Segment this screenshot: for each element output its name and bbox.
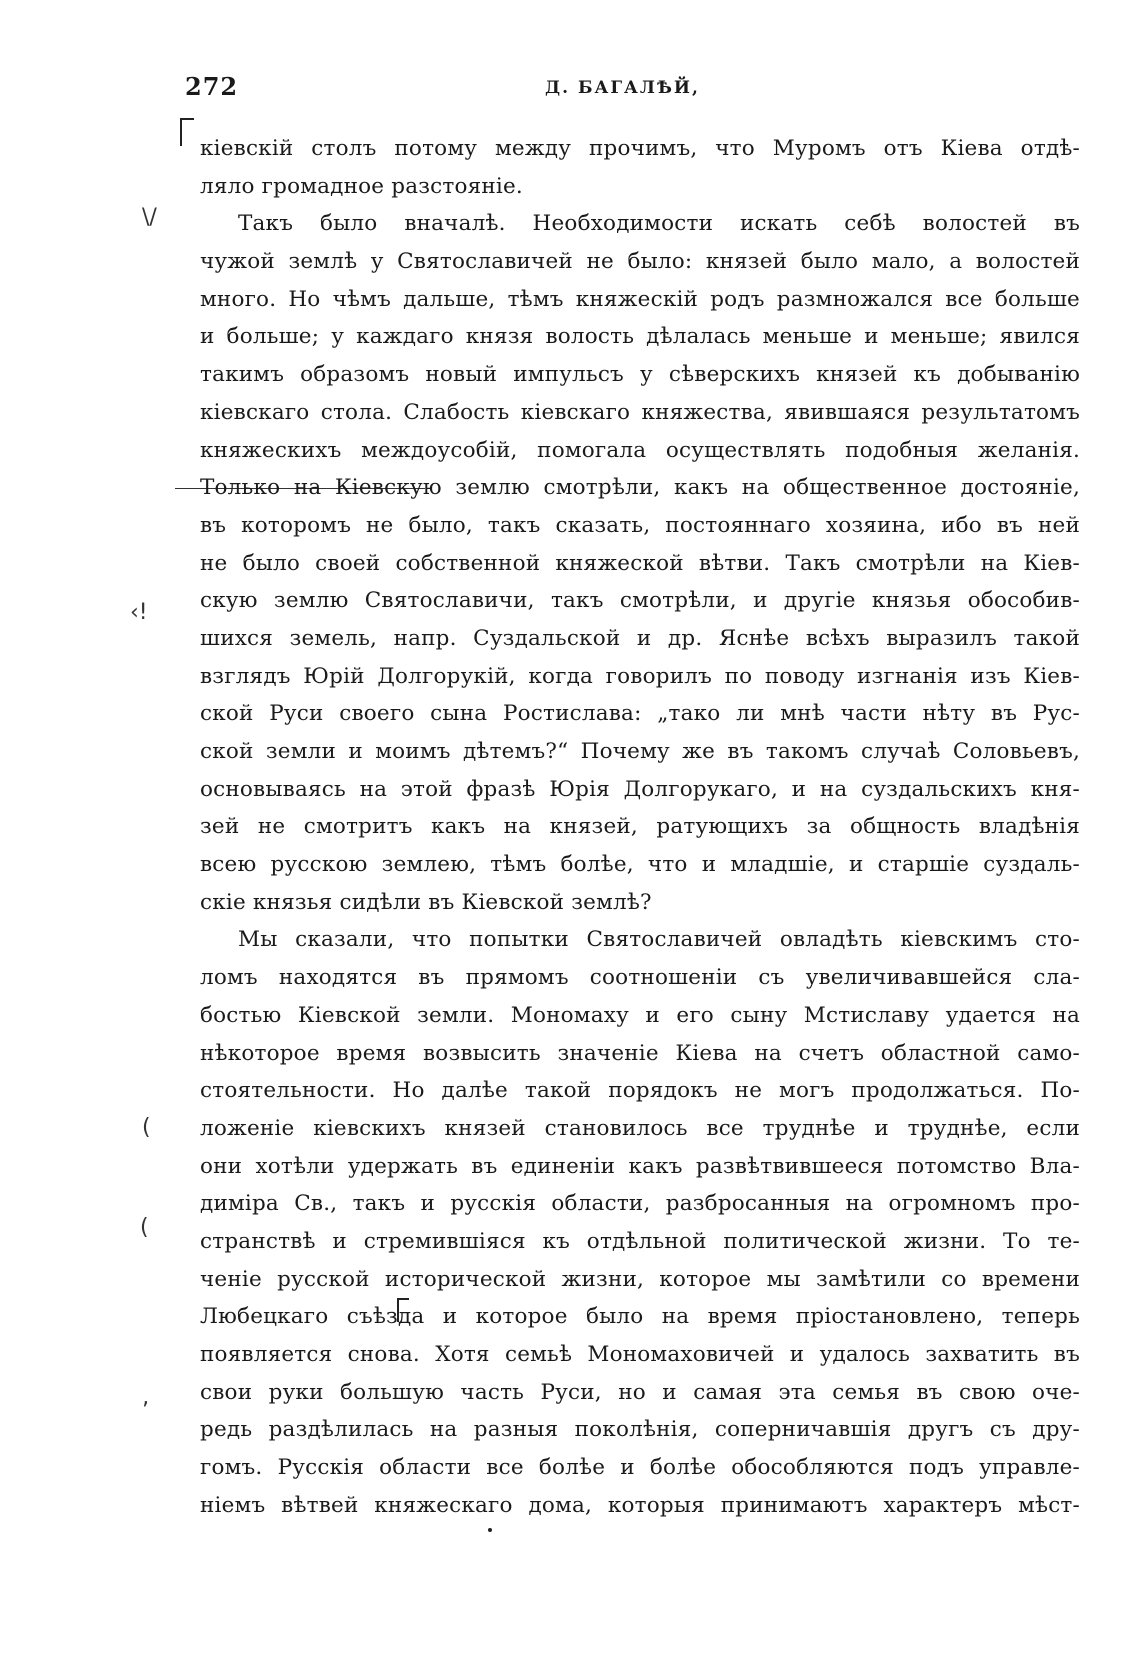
body-text (200, 130, 1080, 1524)
text-line: ляло громадное разстояніе. (200, 173, 523, 199)
text-line: чужой землѣ у Святославичей не было: князей было мало, а волостей (200, 249, 1080, 275)
margin-arrow-mark: ‹! (130, 600, 148, 625)
text-line: гомъ. Русскія области все болѣе и болѣе обособляются подъ управле- (200, 1455, 1080, 1481)
page-header (185, 72, 1085, 112)
text-line: Такъ было вначалѣ. Необходимости искать себѣ волостей въ (238, 211, 1080, 237)
text-line: Мы сказали, что попытки Святославичей овладѣть кіевскимъ сто- (238, 927, 1080, 953)
page-dot (488, 1528, 492, 1532)
text-line: скіе князья сидѣли въ Кіевской землѣ? (200, 889, 652, 915)
text-line: Любецкаго съѣзда и которое было на время пріостановлено, теперь (200, 1304, 1080, 1330)
text-line: взглядъ Юрій Долгорукій, когда говорилъ по поводу изгнанія изъ Кіев- (200, 663, 1080, 689)
margin-bracket-top (180, 118, 194, 146)
text-line: появляется снова. Хотя семьѣ Мономаховичей и удалось захватить въ (200, 1342, 1080, 1367)
margin-paren-mark-a: ( (142, 1115, 151, 1140)
text-line: такимъ образомъ новый импульсъ у сѣверскихъ князей къ добыванію (200, 362, 1080, 388)
text-line: княжескихъ междоусобій, помогала осуществлять подобныя желанія. (200, 437, 1080, 463)
text-line: не было своей собственной княжеской вѣтви. Такъ смотрѣли на Кіев- (200, 550, 1080, 576)
text-line: ложеніе кіевскихъ князей становилось все труднѣе и труднѣе, если (200, 1115, 1080, 1141)
text-line: скую землю Святославичи, такъ смотрѣли, и другіе князья обособив- (200, 588, 1080, 614)
running-head: Д. БАГАЛѢЙ, (545, 78, 700, 98)
text-line: всею русскою землею, тѣмъ болѣе, что и младшіе, и старшіе суздаль- (200, 852, 1080, 878)
text-line: ломъ находятся въ прямомъ соотношеніи съ увеличивавшейся сла- (200, 965, 1080, 991)
text-line: ской земли и моимъ дѣтемъ?“ Почему же въ такомъ случаѣ Соловьевъ, (200, 739, 1080, 764)
page-number: 272 (185, 72, 239, 101)
text-line: свои руки большую часть Руси, но и самая эта семья въ свою оче- (200, 1379, 1080, 1405)
text-line: Только на Кіевскую землю смотрѣли, какъ на общественное достояніе, (200, 475, 1080, 501)
text-line: и больше; у каждаго князя волость дѣлалась меньше и меньше; явился (200, 324, 1080, 350)
margin-paren-mark-b: ( (140, 1215, 149, 1240)
text-line: странствѣ и стремившіяся къ отдѣльной политической жизни. То те- (200, 1228, 1080, 1254)
text-line: бостью Кіевской земли. Мономаху и его сыну Мстиславу удается на (200, 1002, 1080, 1028)
text-line: шихся земель, напр. Суздальской и др. Яснѣе всѣхъ выразилъ такой (200, 625, 1080, 651)
text-line: диміра Св., такъ и русскія области, разбросанныя на огромномъ про- (200, 1191, 1080, 1217)
text-line: нѣкоторое время возвысить значеніе Кіева на счетъ областной само- (200, 1040, 1080, 1066)
text-line: кіевскій столъ потому между прочимъ, что Муромъ отъ Кіева отдѣ- (200, 136, 1080, 161)
text-line: они хотѣли удержать въ единеніи какъ развѣтвившееся потомство Вла- (200, 1153, 1080, 1179)
margin-comma-mark: ‚ (142, 1385, 149, 1410)
text-line: ской Руси своего сына Ростислава: „тако ли мнѣ части нѣту въ Рус- (200, 701, 1080, 727)
text-line: много. Но чѣмъ дальше, тѣмъ княжескій родъ размножался все больше (200, 286, 1080, 312)
text-line: зей не смотритъ какъ на князей, ратующихъ за общность владѣнія (200, 814, 1080, 840)
text-line: ніемъ вѣтвей княжескаго дома, которыя принимаютъ характеръ мѣст- (200, 1492, 1080, 1518)
margin-check-mark: \/ (142, 205, 157, 230)
text-line: кіевскаго стола. Слабость кіевскаго княжества, явившаяся результатомъ (200, 399, 1080, 425)
text-line: стоятельности. Но далѣе такой порядокъ не могъ продолжаться. По- (200, 1078, 1080, 1104)
text-line: въ которомъ не было, такъ сказать, постояннаго хозяина, ибо въ ней (200, 512, 1080, 538)
text-line: основываясь на этой фразѣ Юрія Долгорукаго, и на суздальскихъ кня- (200, 776, 1080, 802)
text-line: ченіе русской исторической жизни, которое мы замѣтили со времени (200, 1266, 1080, 1292)
text-line: редь раздѣлилась на разныя поколѣнія, соперничавшія другъ съ дру- (200, 1417, 1080, 1443)
